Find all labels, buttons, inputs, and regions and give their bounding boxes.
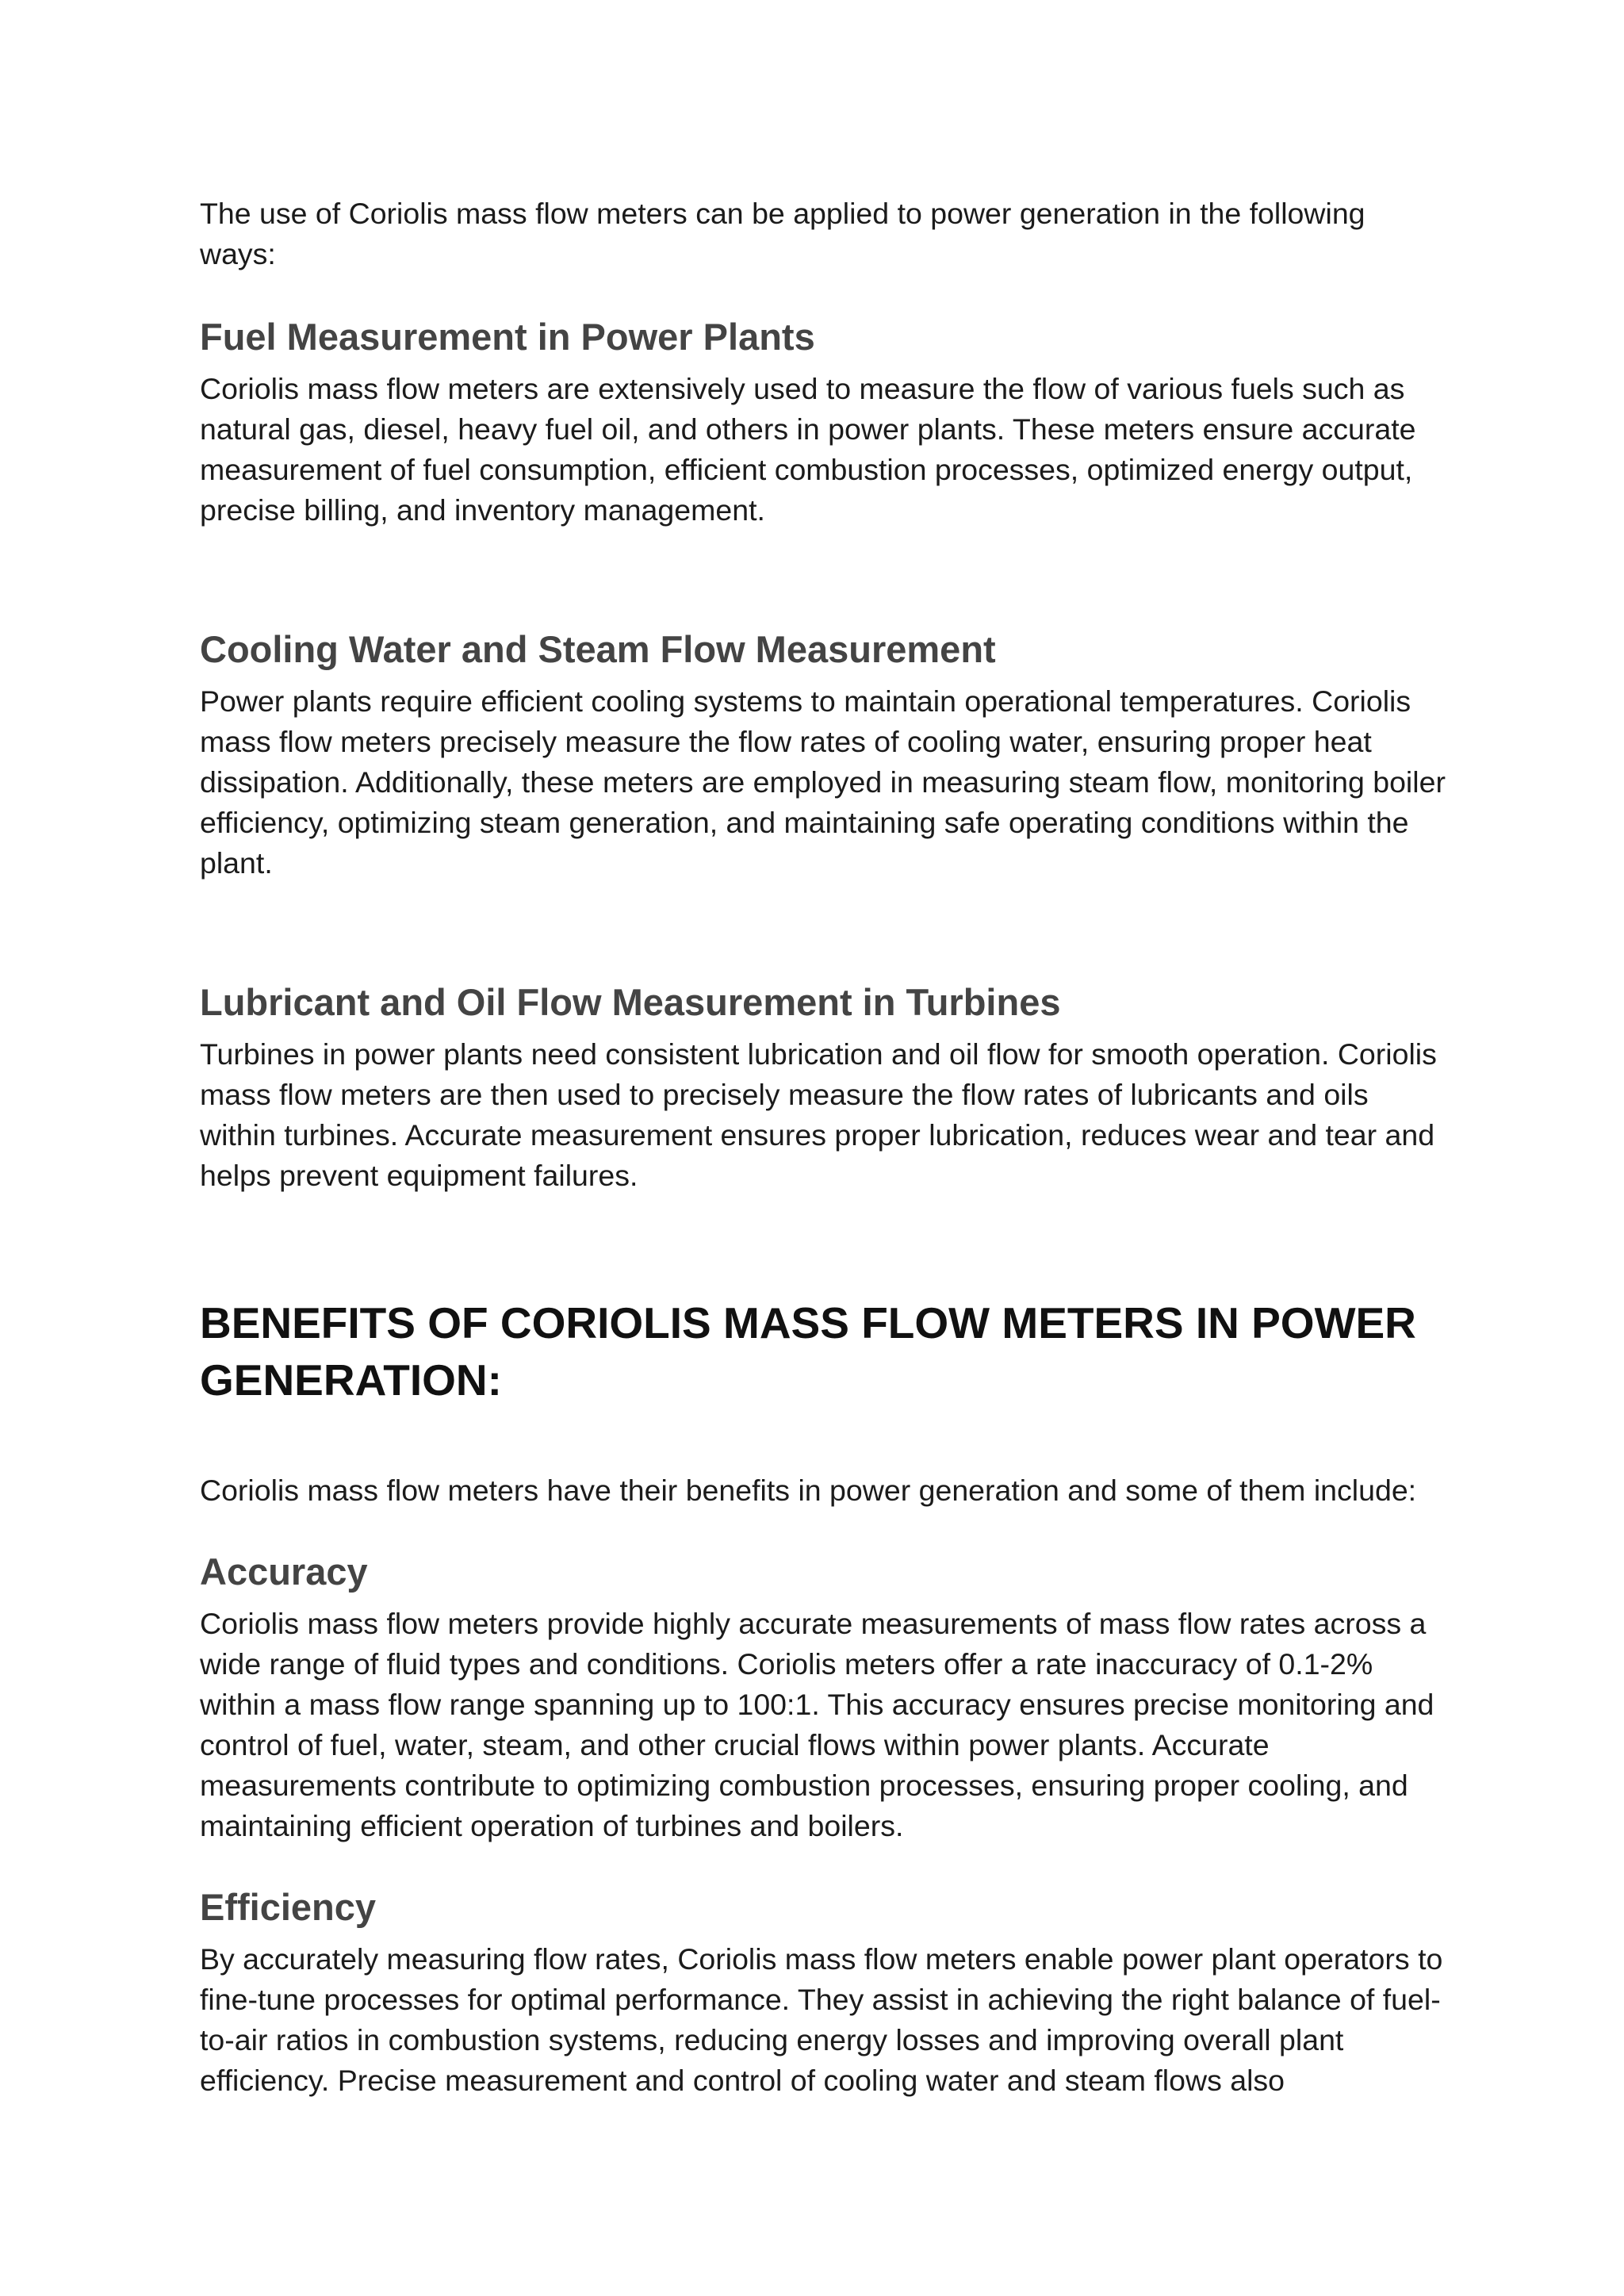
efficiency-paragraph: By accurately measuring flow rates, Coriolis mass flow meters enable power plant operators to fine-tune processes for optimal performance. They assist in achieving the right balance of fuel-to-air ratios in combustion systems, reducing energy losses and improving overall plant efficiency. Precise measurement and control of cooling water and steam flows also [200,1942,1443,2097]
benefits-heading: BENEFITS OF CORIOLIS MASS FLOW METERS IN POWER GENERATION: [200,1298,1416,1405]
efficiency-heading: Efficiency [200,1886,377,1928]
benefits-intro-paragraph: Coriolis mass flow meters have their benefits in power generation and some of them include: [200,1474,1417,1507]
cooling-water-heading: Cooling Water and Steam Flow Measurement [200,628,996,670]
lubricant-oil-paragraph: Turbines in power plants need consistent lubrication and oil flow for smooth operation. Coriolis mass flow meters are then used to precisely measure the flow rates of lubricants and oils within turbines. Accurate measurement ensures proper lubrication, reduces wear and tear and helps prevent equipment failures. [200,1037,1437,1192]
lubricant-oil-heading: Lubricant and Oil Flow Measurement in Turbines [200,981,1061,1023]
fuel-measurement-paragraph: Coriolis mass flow meters are extensively used to measure the flow of various fuels such as natural gas, diesel, heavy fuel oil, and others in power plants. These meters ensure accurate measurement of fuel consumption, efficient combustion processes, optimized energy output, precise billing, and inventory management. [200,372,1416,527]
accuracy-heading: Accuracy [200,1550,368,1593]
fuel-measurement-heading: Fuel Measurement in Power Plants [200,316,815,358]
accuracy-paragraph: Coriolis mass flow meters provide highly accurate measurements of mass flow rates across a wide range of fluid types and conditions. Coriolis meters offer a rate inaccuracy of 0.1-2% within a mass flow range spanning up to 100:1. This accuracy ensures precise monitoring and control of fuel, water, steam, and other crucial flows within power plants. Accurate measurements contribute to optimizing combustion processes, ensuring proper cooling, and maintaining efficient operation of turbines and boilers. [200,1607,1434,1842]
document-page [200,194,1449,2101]
cooling-water-paragraph: Power plants require efficient cooling systems to maintain operational temperatures. Coriolis mass flow meters precisely measure the flow rates of cooling water, ensuring proper heat dissipation. Additionally, these meters are employed in measuring steam flow, monitoring boiler efficiency, optimizing steam generation, and maintaining safe operating conditions within the plant. [200,684,1446,880]
intro-paragraph: The use of Coriolis mass flow meters can be applied to power generation in the following ways: [200,197,1365,270]
